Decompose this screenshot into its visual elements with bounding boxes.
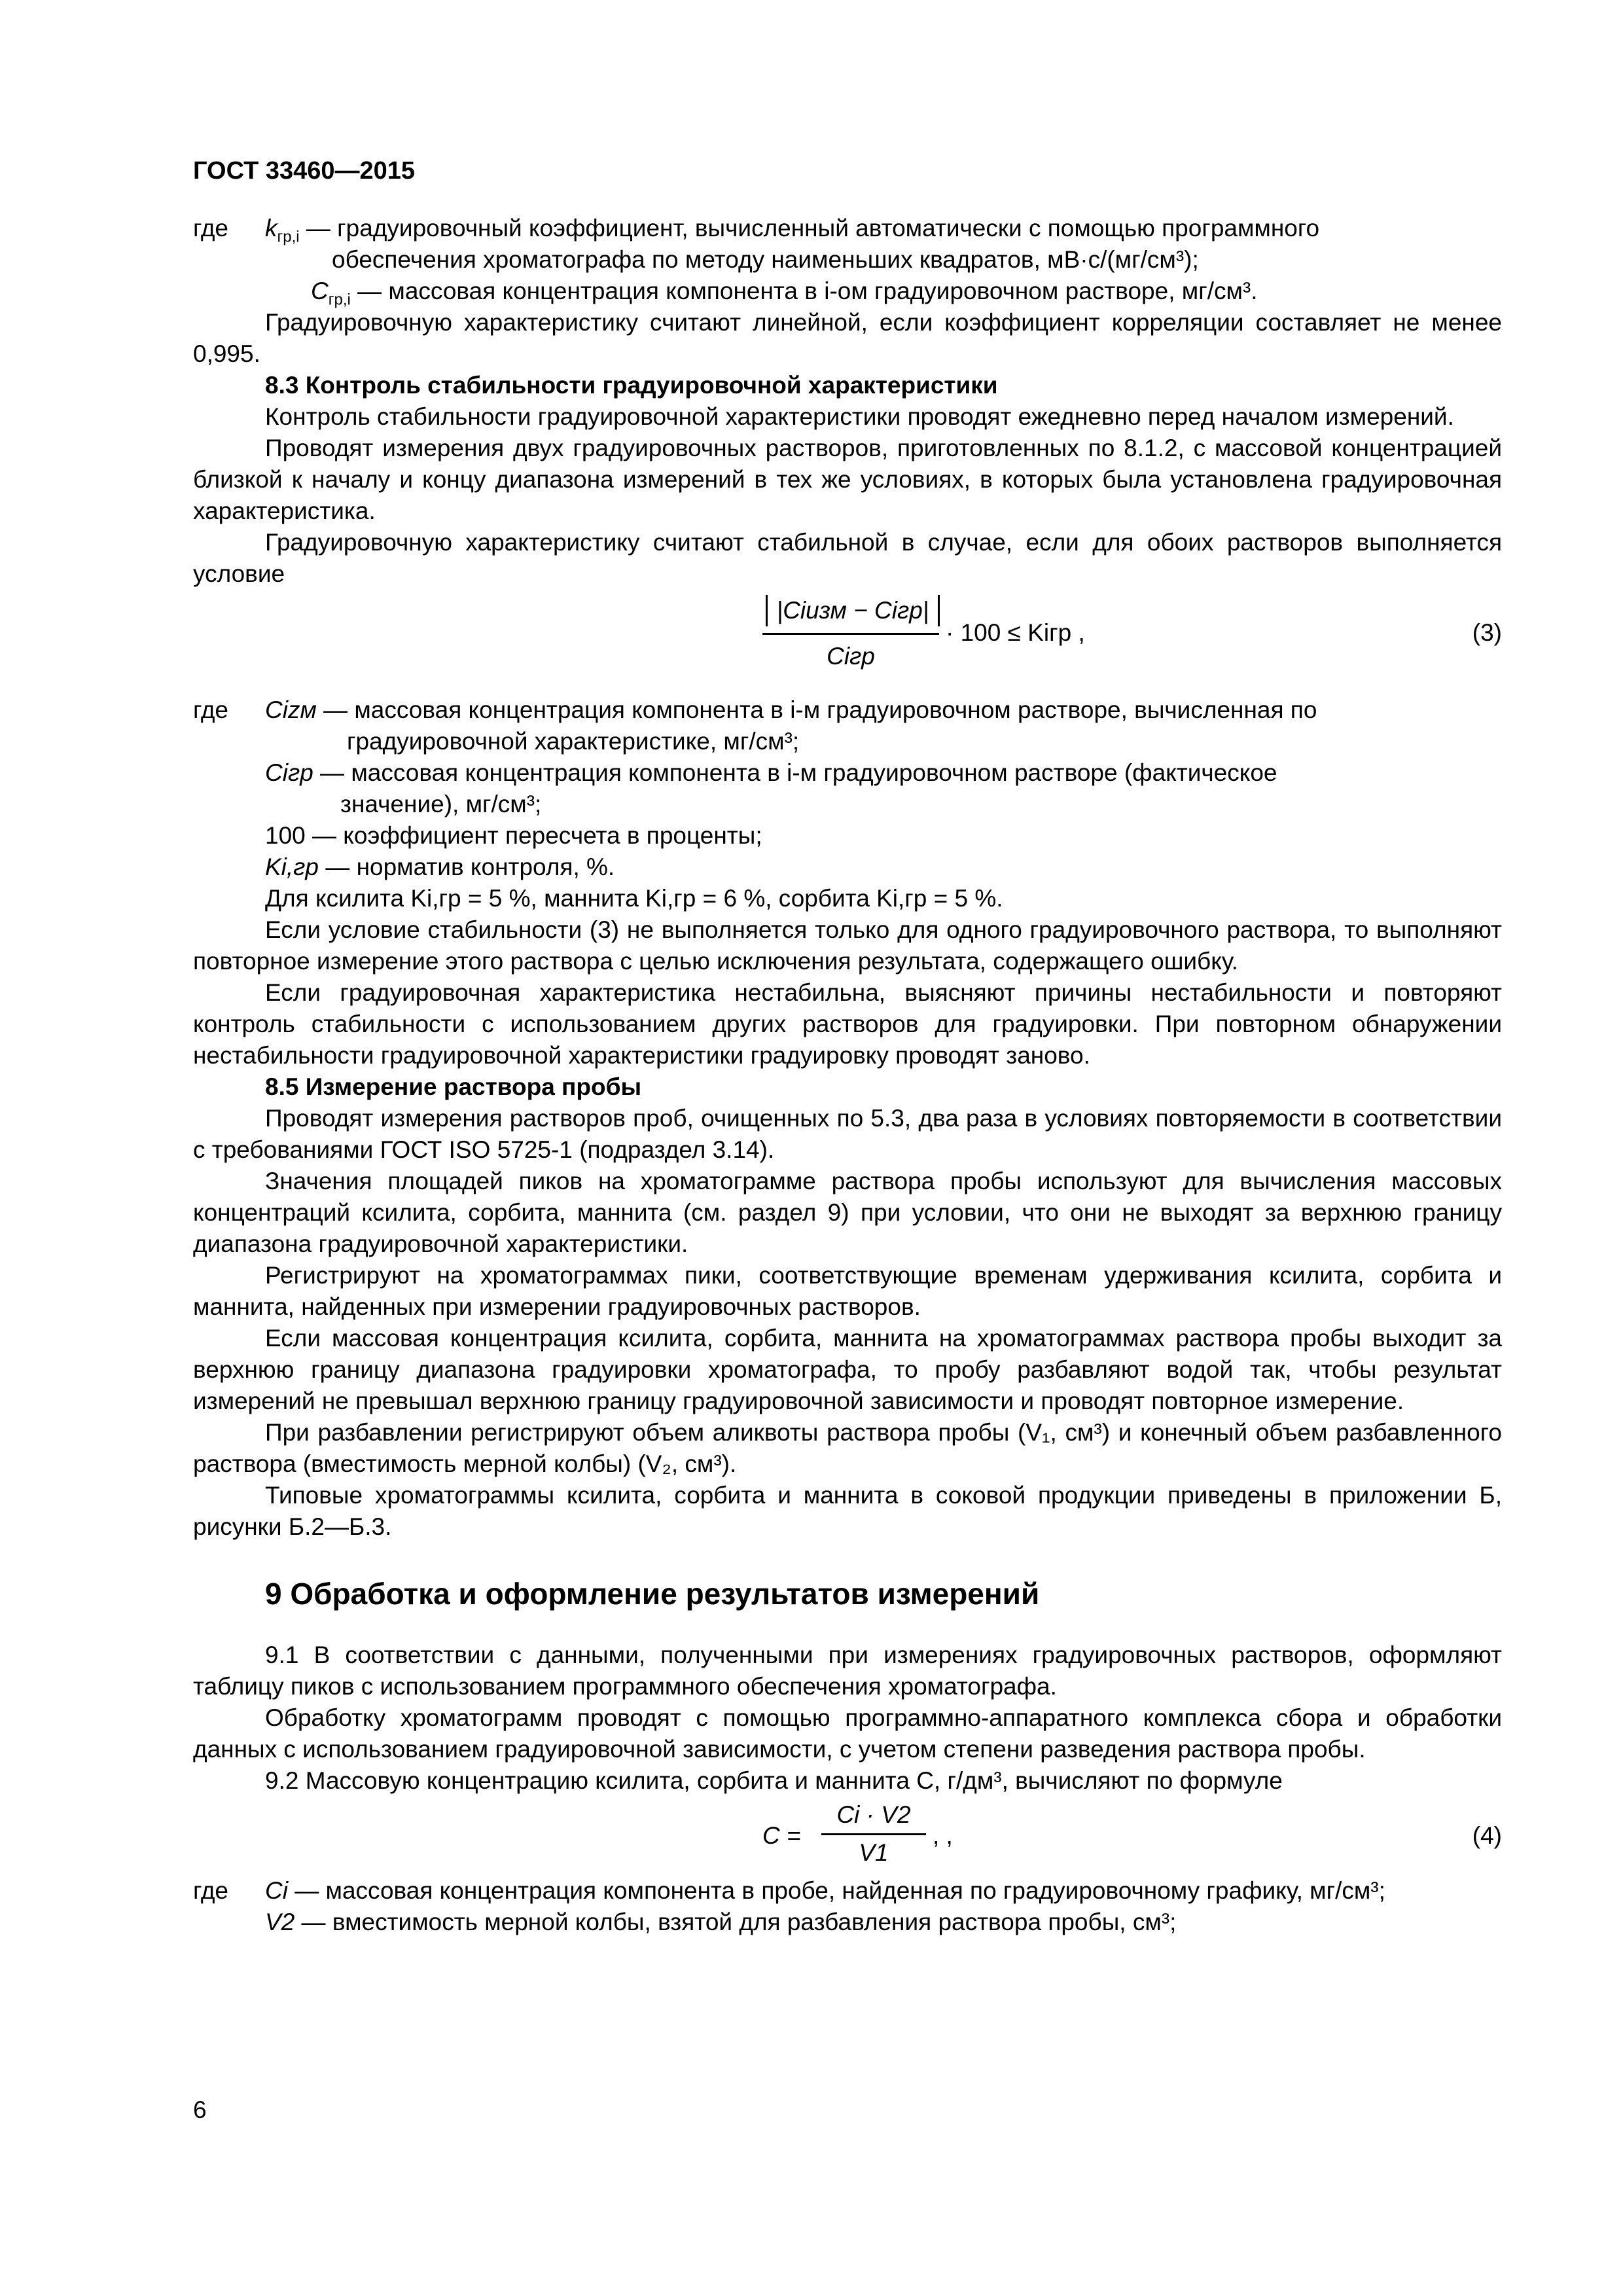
c-definition-text: — массовая концентрация компонента в i-ом градуировочном растворе, мг/см³. [350, 278, 1258, 304]
page-number: 6 [193, 2096, 207, 2123]
formula-3-denominator: Ciгр [827, 643, 875, 670]
paragraph-linear: Градуировочную характеристику считают линейной, если коэффициент корреляции составляет не менее 0,995. [193, 309, 1502, 367]
paragraph-8-5-6: Типовые хроматограммы ксилита, сорбита и маннита в соковой продукции приведены в приложении Б, рисунки Б.2—Б.3. [193, 1482, 1502, 1540]
where-block-3 [193, 1875, 1502, 1938]
formula-4 [193, 1797, 1502, 1875]
paragraph-8-5-5: При разбавлении регистрируют объем аликвоты раствора пробы (V₁, см³) и конечный объем разбавленного раствора (вместимость мерной колбы) (V₂, см³). [193, 1419, 1502, 1477]
k-definition-cont: обеспечения хроматографа по методу наименьших квадратов, мВ·с/(мг/см³); [332, 246, 1199, 273]
k-definition-text: — градуировочный коэффициент, вычисленный автоматически с помощью программного [299, 215, 1320, 242]
c-igr-definition: — массовая концентрация компонента в i-м градуировочном растворе (фактическое [313, 759, 1277, 786]
paragraph-8-5-4: Если массовая концентрация ксилита, сорбита, маннита на хроматограммах раствора пробы выходит за верхнюю границу диапазона градуировки хроматографа, то пробу разбавляют водой так, чтобы результат измерений не превышал верхнюю границу градуировочной зависимости и проводят повторное измерение. [193, 1325, 1502, 1414]
formula-4-rest: , , [933, 1822, 953, 1849]
ci-symbol: Ci [265, 1877, 288, 1904]
paragraph-9-1: 9.1 В соответствии с данными, полученными при измерениях градуировочных растворов, оформляют таблицу пиков с использованием программного обеспечения хроматографа. [193, 1641, 1502, 1700]
formula-3 [193, 590, 1502, 694]
formula-4-lhs: C = [762, 1822, 801, 1849]
where-label-2: где [193, 696, 229, 723]
section-8-3-title: 8.3 Контроль стабильности градуировочной характеристики [265, 372, 998, 399]
v2-symbol: V2 [265, 1909, 295, 1935]
where-block-2 [193, 694, 1502, 914]
section-8-5-title: 8.5 Измерение раствора пробы [265, 1073, 642, 1100]
formula-4-fraction-bar [821, 1833, 926, 1835]
c-izm-definition-cont: градуировочной характеристике, мг/см³; [347, 728, 800, 755]
c-igr-symbol: Ciгр [265, 759, 313, 786]
paragraph-8-3-1: Контроль стабильности градуировочной характеристики проводят ежедневно перед началом измерений. [265, 403, 1454, 430]
where-label: где [193, 215, 229, 242]
v2-definition: — вместимость мерной колбы, взятой для разбавления раствора пробы, см³; [294, 1909, 1177, 1935]
k-symbol: k [265, 215, 277, 242]
formula-3-number: (3) [1472, 619, 1502, 646]
c-izm-symbol: Cizм [265, 696, 317, 723]
where-label-3: где [193, 1877, 229, 1904]
paragraph-8-5-3: Регистрируют на хроматограммах пики, соответствующие временам удерживания ксилита, сорбита и маннита, найденных при измерении градуировочных растворов. [193, 1262, 1502, 1320]
where-k-definition [193, 213, 1502, 276]
paragraph-9-2: Обработку хроматограмм проводят с помощью программно-аппаратного комплекса сбора и обработки данных с использованием градуировочной зависимости, с учетом степени разведения раствора пробы. [193, 1704, 1502, 1763]
paragraph-if-2: Если градуировочная характеристика нестабильна, выясняют причины нестабильности и повторяют контроль стабильности с использованием других растворов для градуировки. При повторном обнаружении нестабильности градуировочной характеристики градуировку проводят заново. [193, 979, 1502, 1069]
where-block-1 [193, 213, 1502, 1938]
c-symbol: C [311, 278, 329, 304]
where-c-definition [193, 276, 1502, 307]
coef-100-definition: 100 — коэффициент пересчета в проценты; [265, 822, 762, 849]
paragraph-8-3-2: Проводят измерения двух градуировочных растворов, приготовленных по 8.1.2, с массовой концентрацией близкой к началу и концу диапазона измерений в тех же условиях, в которых была установлена градуировочная характеристика. [193, 435, 1502, 524]
c-igr-definition-cont: значение), мг/см³; [340, 791, 542, 817]
c-izm-definition: — массовая концентрация компонента в i-м градуировочном растворе, вычисленная по [316, 696, 1317, 723]
paragraph-8-5-1: Проводят измерения растворов проб, очищенных по 5.3, два раза в условиях повторяемости в соответствии с требованиями ГОСТ ISO 5725-1 (подраздел 3.14). [193, 1105, 1502, 1163]
k-subscript: гр,i [277, 228, 300, 246]
document-header: ГОСТ 33460—2015 [193, 157, 416, 185]
k-igr-symbol: Ki,гр [265, 853, 319, 880]
formula-3-fraction-bar [762, 633, 939, 635]
c-subscript: гр,i [328, 291, 351, 309]
ci-definition: — массовая концентрация компонента в пробе, найденная по градуировочному графику, мг/см³; [287, 1877, 1385, 1904]
formula-4-numerator: Ci · V2 [836, 1801, 911, 1828]
formula-4-denominator: V1 [859, 1839, 889, 1866]
norm-values: Для ксилита Ki,гр = 5 %, маннита Ki,гр = 6 %, сорбита Ki,гр = 5 %. [265, 885, 1003, 912]
section-9-title: 9 Обработка и оформление результатов измерений [265, 1577, 1040, 1611]
paragraph-9-3: 9.2 Массовую концентрацию ксилита, сорбита и маннита C, г/дм³, вычисляют по формуле [265, 1767, 1283, 1794]
paragraph-if-1: Если условие стабильности (3) не выполняется только для одного градуировочного раствора, то выполняют повторное измерение этого раствора с целью исключения результата, содержащего ошибку. [193, 916, 1502, 975]
formula-3-numerator: |Ciизм − Ciгр| [766, 595, 940, 626]
paragraph-8-5-2: Значения площадей пиков на хроматограмме раствора пробы используют для вычисления массовых концентраций ксилита, сорбита, маннита (см. раздел 9) при условии, что они не выходят за верхнюю границу диапазона градуировочной характеристики. [193, 1168, 1502, 1257]
formula-4-number: (4) [1472, 1822, 1502, 1849]
formula-3-rest: · 100 ≤ Kiгр , [946, 619, 1085, 646]
k-igr-definition: — норматив контроля, %. [319, 853, 615, 880]
paragraph-8-3-3: Градуировочную характеристику считают стабильной в случае, если для обоих растворов выполняется условие [193, 529, 1502, 587]
